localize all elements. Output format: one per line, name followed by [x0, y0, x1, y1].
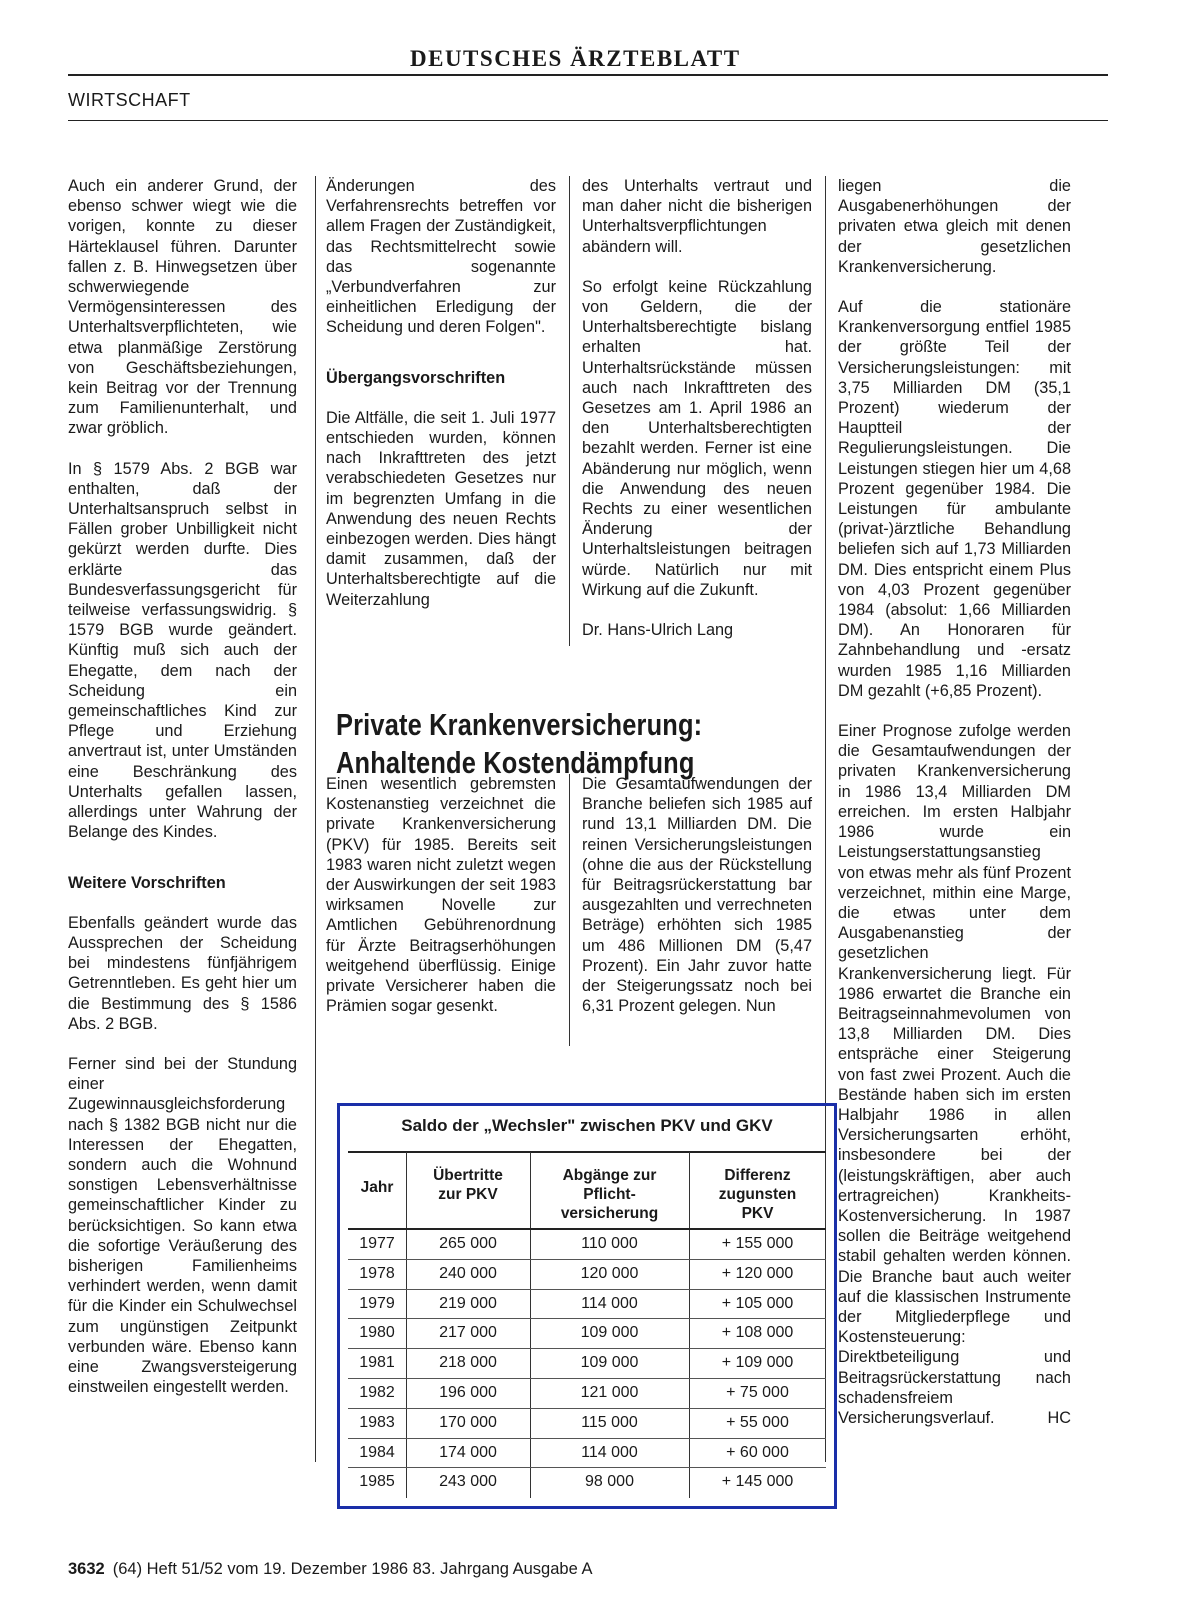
- table-cell-difference: + 120 000: [721, 1264, 794, 1282]
- table-row-line: [348, 1438, 826, 1439]
- column-1: [68, 176, 297, 1417]
- table-cell-year: 1982: [359, 1384, 395, 1401]
- table-cell-transfers: 219 000: [439, 1294, 497, 1312]
- table-cell-departures: 109 000: [580, 1354, 639, 1372]
- masthead-rule: [68, 74, 1108, 76]
- table-cell-transfers: 196 000: [439, 1384, 497, 1401]
- paragraph: Ebenfalls geändert wurde das Aussprechen der Scheidung bei mindestens fünfjährigem Getrenntleben. Es geht hier um die Bestimmung des § 1586 Abs. 2 BGB.: [68, 913, 297, 1033]
- subheading: Übergangsvorschriften: [326, 368, 506, 387]
- table-cell-departures: 114 000: [581, 1443, 638, 1461]
- table-cell-transfers: 217 000: [439, 1324, 497, 1342]
- table-cell-departures: 110 000: [581, 1235, 638, 1252]
- column-4: [838, 176, 1071, 1428]
- column-divider: [569, 774, 570, 1046]
- table-cell-difference: + 145 000: [721, 1473, 794, 1491]
- table-cell-difference: + 155 000: [721, 1235, 794, 1252]
- article-column-1: [326, 774, 556, 1036]
- table-cell-departures: 115 000: [581, 1413, 638, 1431]
- paragraph: Auch ein anderer Grund, der ebenso schwer wiegt wie die vorigen, konnte zu dieser Härteklausel führen. Darunter fallen z. B. Hinwegsetzen über schwerwiegende Vermögensinteressen des Unterhaltsverpflichteten, wie etwa planmäßige Zerstörung von Geschäftsbeziehungen, kein Beitrag vor der Trennung zum Familienunterhalt, und zwar gröblich.: [68, 177, 297, 438]
- section-label: WIRTSCHAFT: [68, 90, 191, 110]
- table-cell-departures: 109 000: [580, 1324, 639, 1342]
- table-row-line: [348, 1378, 826, 1379]
- column-divider: [569, 176, 570, 646]
- table-header-transfers: Übertritte zur PKV: [433, 1167, 503, 1203]
- table-cell-year: 1980: [359, 1324, 395, 1342]
- column-2: [326, 176, 556, 630]
- table-cell-transfers: 265 000: [439, 1235, 497, 1252]
- table-row-line: [348, 1467, 826, 1468]
- table-cell-difference: + 108 000: [721, 1324, 794, 1342]
- table-cell-year: 1977: [359, 1235, 395, 1252]
- table-header-departures: Abgänge zur Pflicht-versicherung: [560, 1167, 659, 1222]
- table-cell-departures: 114 000: [581, 1294, 638, 1312]
- masthead: DEUTSCHES ÄRZTEBLATT: [410, 46, 741, 71]
- table-cell-year: 1979: [359, 1294, 395, 1312]
- table-cell-transfers: 170 000: [439, 1413, 497, 1431]
- headline-line-1: Private Krankenversicherung:: [336, 707, 703, 742]
- column-3: [582, 176, 812, 660]
- paragraph: So erfolgt keine Rückzahlung von Geldern, die der Unterhaltsberechtigte bislang erhalten hat. Unterhaltsrückstände müssen auch nach Inkrafttreten des Gesetzes am 1. April 1986 an den Unterhaltsberechtigten bezahlt werden. Ferner ist eine Abänderung nur möglich, wenn die Anwendung des neuen Rechts zu einer wesentlichen Änderung der Unterhaltsleistungen beitragen würde. Natürlich nur mit Wirkung auf die Zukunft.: [582, 277, 812, 599]
- table-cell-year: 1981: [359, 1354, 395, 1372]
- paragraph: Änderungen des Verfahrensrechts betreffen vor allem Fragen der Zuständigkeit, das Rechtsmittelrecht sowie das sogenannte „Verbundverfahren zur einheitlichen Erledigung der Scheidung und deren Folgen".: [326, 177, 556, 337]
- page-number: 3632: [68, 1560, 105, 1578]
- paragraph: In § 1579 Abs. 2 BGB war enthalten, daß der Unterhaltsanspruch selbst in Fällen grober Unbilligkeit nicht gekürzt werden durfte. Dies erklärte das Bundesverfassungsgericht für teilweise verfassungswidrig. § 1579 BGB wurde geändert. Künftig muß sich auch der Ehegatte, dem nach der Scheidung ein gemeinschaftliches Kind zur Pflege und Erziehung anvertraut ist, unter Umständen eine Beschränkung des Unterhalts gefallen lassen, allerdings unter Wahrung der Belange des Kindes.: [68, 459, 297, 842]
- table-rule: [348, 1151, 826, 1153]
- section-rule: [68, 120, 1108, 121]
- paragraph: Einen wesentlich gebremsten Kostenanstieg verzeichnet die private Krankenversicherung (PKV) für 1985. Bereits seit 1983 waren nicht zuletzt wegen der Auswirkungen der seit 1983 wirksamen Novelle zur Amtlichen Gebührenordnung für Ärzte Beitragserhöhungen weitgehend überflüssig. Einige private Versicherer haben die Prämien sogar gesenkt.: [326, 775, 556, 1016]
- table-cell-transfers: 243 000: [439, 1473, 497, 1491]
- table-row-line: [348, 1318, 826, 1319]
- table-cell-year: 1985: [359, 1473, 395, 1491]
- table-cell-difference: + 75 000: [726, 1384, 789, 1401]
- author: Dr. Hans-Ulrich Lang: [582, 621, 734, 640]
- table-cell-departures: 98 000: [585, 1473, 634, 1491]
- paragraph: liegen die Ausgabenerhöhungen der privaten etwa gleich mit denen der gesetzlichen Krankenversicherung.: [838, 177, 1071, 276]
- table-title: Saldo der „Wechsler" zwischen PKV und GKV: [401, 1116, 773, 1135]
- table-cell-difference: + 55 000: [726, 1413, 789, 1431]
- page-footer: [68, 1560, 592, 1579]
- table-rule: [348, 1228, 826, 1230]
- table-cell-transfers: 174 000: [439, 1443, 497, 1461]
- author-initials: HC: [1047, 1409, 1071, 1428]
- table-cell-transfers: 218 000: [439, 1354, 497, 1372]
- paragraph: des Unterhalts vertraut und man daher nicht die bisherigen Unterhaltsverpflichtungen abändern will.: [582, 177, 812, 256]
- table-cell-difference: + 60 000: [726, 1443, 789, 1461]
- paragraph: Die Altfälle, die seit 1. Juli 1977 entschieden wurden, können nach Inkrafttreten des jetzt verabschiedeten Gesetzes nur im begrenzten Umfang in die Anwendung des neuen Rechts einbezogen werden. Dies hängt damit zusammen, daß der Unterhaltsberechtigte auf die Weiterzahlung: [326, 408, 556, 609]
- table-header-difference: Differenz zugunsten PKV: [718, 1167, 797, 1222]
- table-row-line: [348, 1289, 826, 1290]
- data-table: [337, 1103, 837, 1509]
- table-cell-transfers: 240 000: [439, 1264, 497, 1282]
- table-row-line: [348, 1348, 826, 1349]
- table-cell-year: 1984: [359, 1443, 395, 1461]
- table-cell-departures: 120 000: [580, 1264, 639, 1282]
- headline-line-2: Anhaltende Kostendämpfung: [336, 745, 695, 780]
- paragraph: Ferner sind bei der Stundung einer Zugewinnausgleichsforderung nach § 1382 BGB nicht nur die Interessen der Ehegatten, sondern auch die Wohnund sonstigen Lebensverhältnisse gemeinschaftlicher Kinder zu berücksichtigen. So kann etwa die sofortige Veräußerung des bisherigen Familienheims verhindert werden, wenn damit für die Kinder ein Schulwechsel zum ungünstigen Zeitpunkt verbunden wäre. Ebenso kann eine Zwangsversteigerung einstweilen eingestellt werden.: [68, 1054, 297, 1397]
- table-cell-year: 1983: [359, 1413, 395, 1431]
- paragraph: Auf die stationäre Krankenversorgung entfiel 1985 der größte Teil der Versicherungsleistungen: mit 3,75 Milliarden DM (35,1 Prozent) wiederum der Hauptteil der Regulierungsleistungen. Die Leistungen stiegen hier um 4,68 Prozent gegenüber 1984. Die Leistungen für ambulante (privat-)ärztliche Behandlung beliefen sich auf 1,73 Milliarden DM. Dies entspricht einem Plus von 4,03 Prozent gegenüber 1984 (absolut: 1,66 Milliarden DM). An Honoraren für Zahnbehandlung und -ersatz wurden 1985 1,16 Milliarden DM gezahlt (+6,85 Prozent).: [838, 298, 1071, 700]
- paragraph: Einer Prognose zufolge werden die Gesamtaufwendungen der privaten Krankenversicherung in 1986 13,4 Milliarden DM erreichen. Im ersten Halbjahr 1986 wurde ein Leistungserstattungsanstieg von etwas mehr als fünf Prozent verzeichnet, mithin eine Marge, die etwas unter dem Ausgabenanstieg der gesetzlichen Krankenversicherung liegt. Für 1986 erwartet die Branche ein Beitragseinnahmevolumen von 13,8 Milliarden DM. Dies entspräche einer Steigerung von fast zwei Prozent. Auch die Bestände haben sich im ersten Halbjahr 1986 in allen Versicherungsarten erhöht, insbesondere bei der (leistungskräftigen, aber auch ertragreichen) Krankheits-Kostenversicherung. In 1987 sollen die Beiträge weitgehend stabil gehalten werden können. Die Branche baut auch weiter auf die klassischen Instrumente der Mitgliederpflege und Kostensteuerung: Direktbeteiligung und Beitragsrückerstattung nach schadensfreiem Versicherungsverlauf.: [838, 722, 1071, 1427]
- issue-info: (64) Heft 51/52 vom 19. Dezember 1986 83. Jahrgang Ausgabe A: [112, 1560, 593, 1578]
- table-cell-difference: + 109 000: [721, 1354, 794, 1372]
- table-cell-departures: 121 000: [580, 1384, 639, 1401]
- table-cell-year: 1978: [359, 1264, 395, 1282]
- paragraph: Die Gesamtaufwendungen der Branche beliefen sich 1985 auf rund 13,1 Milliarden DM. Die reinen Versicherungsleistungen (ohne die aus der Rückstellung für Beitragsrückerstattung bar ausgezahlten und verrechneten Beträge) erhöhten sich 1985 um 486 Millionen DM (5,47 Prozent). Ein Jahr zuvor hatte der Steigerungssatz noch bei 6,31 Prozent gelegen. Nun: [582, 775, 812, 1016]
- table-row-line: [348, 1408, 826, 1409]
- headline: [336, 706, 746, 782]
- table-header-year: Jahr: [360, 1179, 394, 1196]
- column-divider: [315, 176, 316, 1462]
- table-row-line: [348, 1259, 826, 1260]
- article-column-2: [582, 774, 812, 1036]
- subheading: Weitere Vorschriften: [68, 873, 226, 892]
- table-cell-difference: + 105 000: [721, 1294, 794, 1312]
